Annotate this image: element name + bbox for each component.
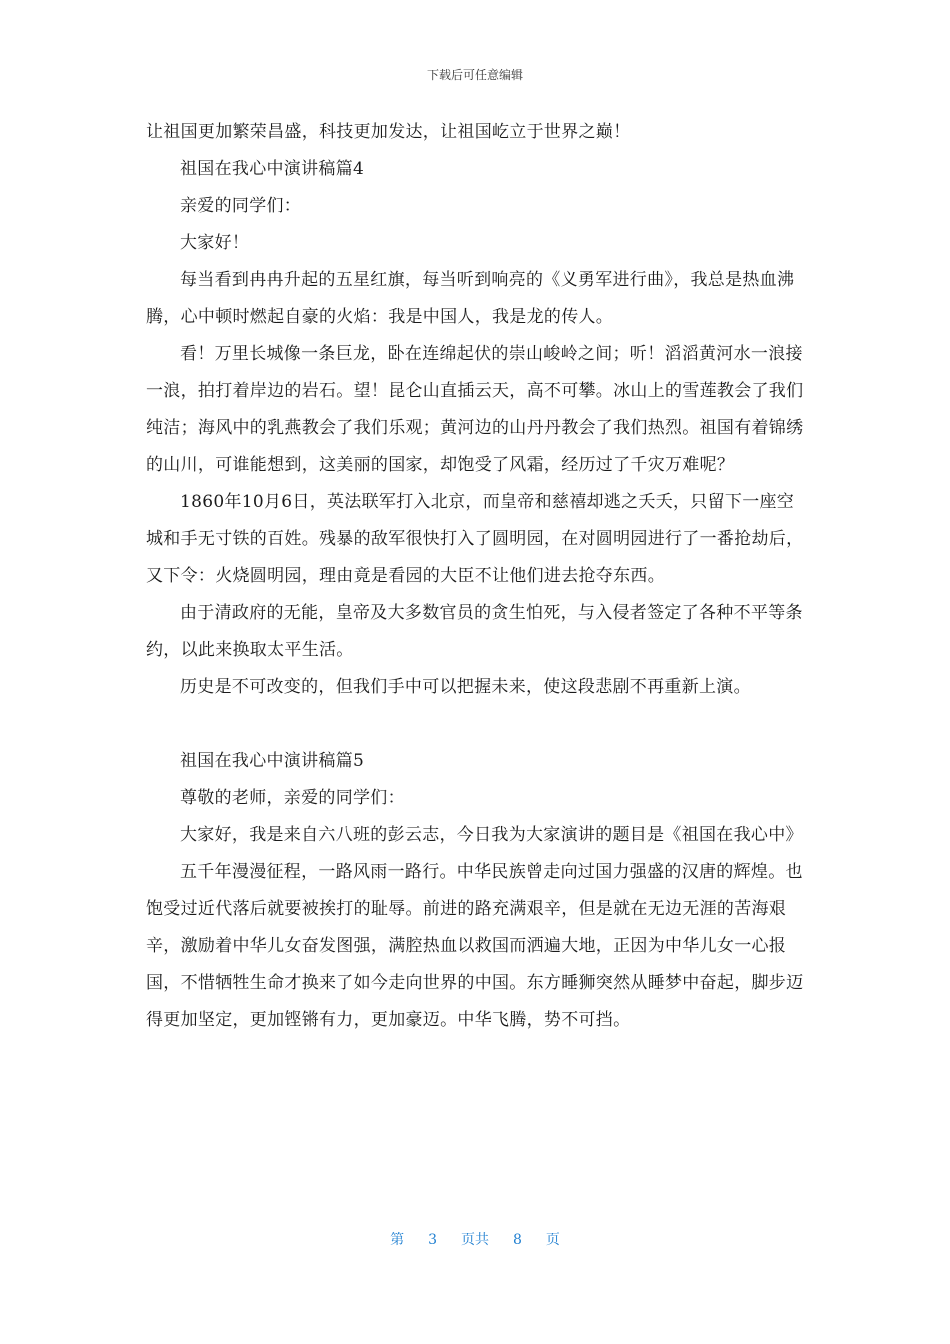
- salutation: 尊敬的老师，亲爱的同学们：: [180, 788, 405, 808]
- page-label: 第: [390, 1232, 405, 1248]
- paragraph: 五千年漫漫征程，一路风雨一路行。中华民族曾走向过国力强盛的汉唐的辉煌。也饱受过近代落后就要被挨打的耻辱。前进的路充满艰辛，但是就在无边无涯的苦海艰辛，激励着中华儿女奋发图强，满腔热血以救国而洒遍大地，正因为中华儿女一心报国，不惜牺牲生命才换来了如今走向世界的中国。东方睡狮突然从睡梦中奋起，脚步迈得更加坚定，更加铿锵有力，更加豪迈。中华飞腾，势不可挡。: [146, 862, 804, 1030]
- section-title: 祖国在我心中演讲稿篇4: [180, 159, 365, 179]
- salutation: 亲爱的同学们：: [180, 196, 302, 216]
- page-header: [0, 66, 950, 83]
- paragraph: 大家好，我是来自六八班的彭云志，今日我为大家演讲的题目是《祖国在我心中》: [180, 825, 803, 845]
- document-body: [146, 114, 806, 1039]
- paragraph: 1860年10月6日，英法联军打入北京，而皇帝和慈禧却逃之夭夭，只留下一座空城和手无寸铁的百姓。残暴的敌军很快打入了圆明园，在对圆明园进行了一番抢劫后，又下令：火烧圆明园，理由竟是看园的大臣不让他们进去抢夺东西。: [146, 492, 804, 586]
- section-title: 祖国在我心中演讲稿篇5: [180, 751, 365, 771]
- header-text: 下载后可任意编辑: [426, 68, 523, 82]
- paragraph: 由于清政府的无能，皇帝及大多数官员的贪生怕死，与入侵者签定了各种不平等条约，以此来换取太平生活。: [146, 603, 803, 660]
- section-gap: [146, 706, 806, 743]
- greeting: 大家好！: [180, 233, 250, 253]
- paragraph: 历史是不可改变的，但我们手中可以把握未来，使这段悲剧不再重新上演。: [180, 677, 751, 697]
- paragraph: 看！万里长城像一条巨龙，卧在连绵起伏的崇山峻岭之间；听！滔滔黄河水一浪接一浪，拍打着岸边的岩石。望！昆仑山直插云天，高不可攀。冰山上的雪莲教会了我们纯洁；海风中的乳燕教会了我们乐观；黄河边的山丹丹教会了我们热烈。祖国有着锦绣的山川，可谁能想到，这美丽的国家，却饱受了风霜，经历过了千灾万难呢？: [146, 344, 804, 475]
- page-suffix: 页: [545, 1232, 560, 1248]
- page-total-label: 页共: [461, 1232, 489, 1248]
- page-current: 3: [428, 1232, 437, 1248]
- paragraph: 每当看到冉冉升起的五星红旗，每当听到响亮的《义勇军进行曲》，我总是热血沸腾，心中顿时燃起自豪的火焰：我是中国人，我是龙的传人。: [146, 270, 795, 327]
- page-footer: [0, 1229, 950, 1249]
- paragraph: 让祖国更加繁荣昌盛，科技更加发达，让祖国屹立于世界之巅！: [146, 122, 631, 142]
- page-total: 8: [513, 1232, 522, 1248]
